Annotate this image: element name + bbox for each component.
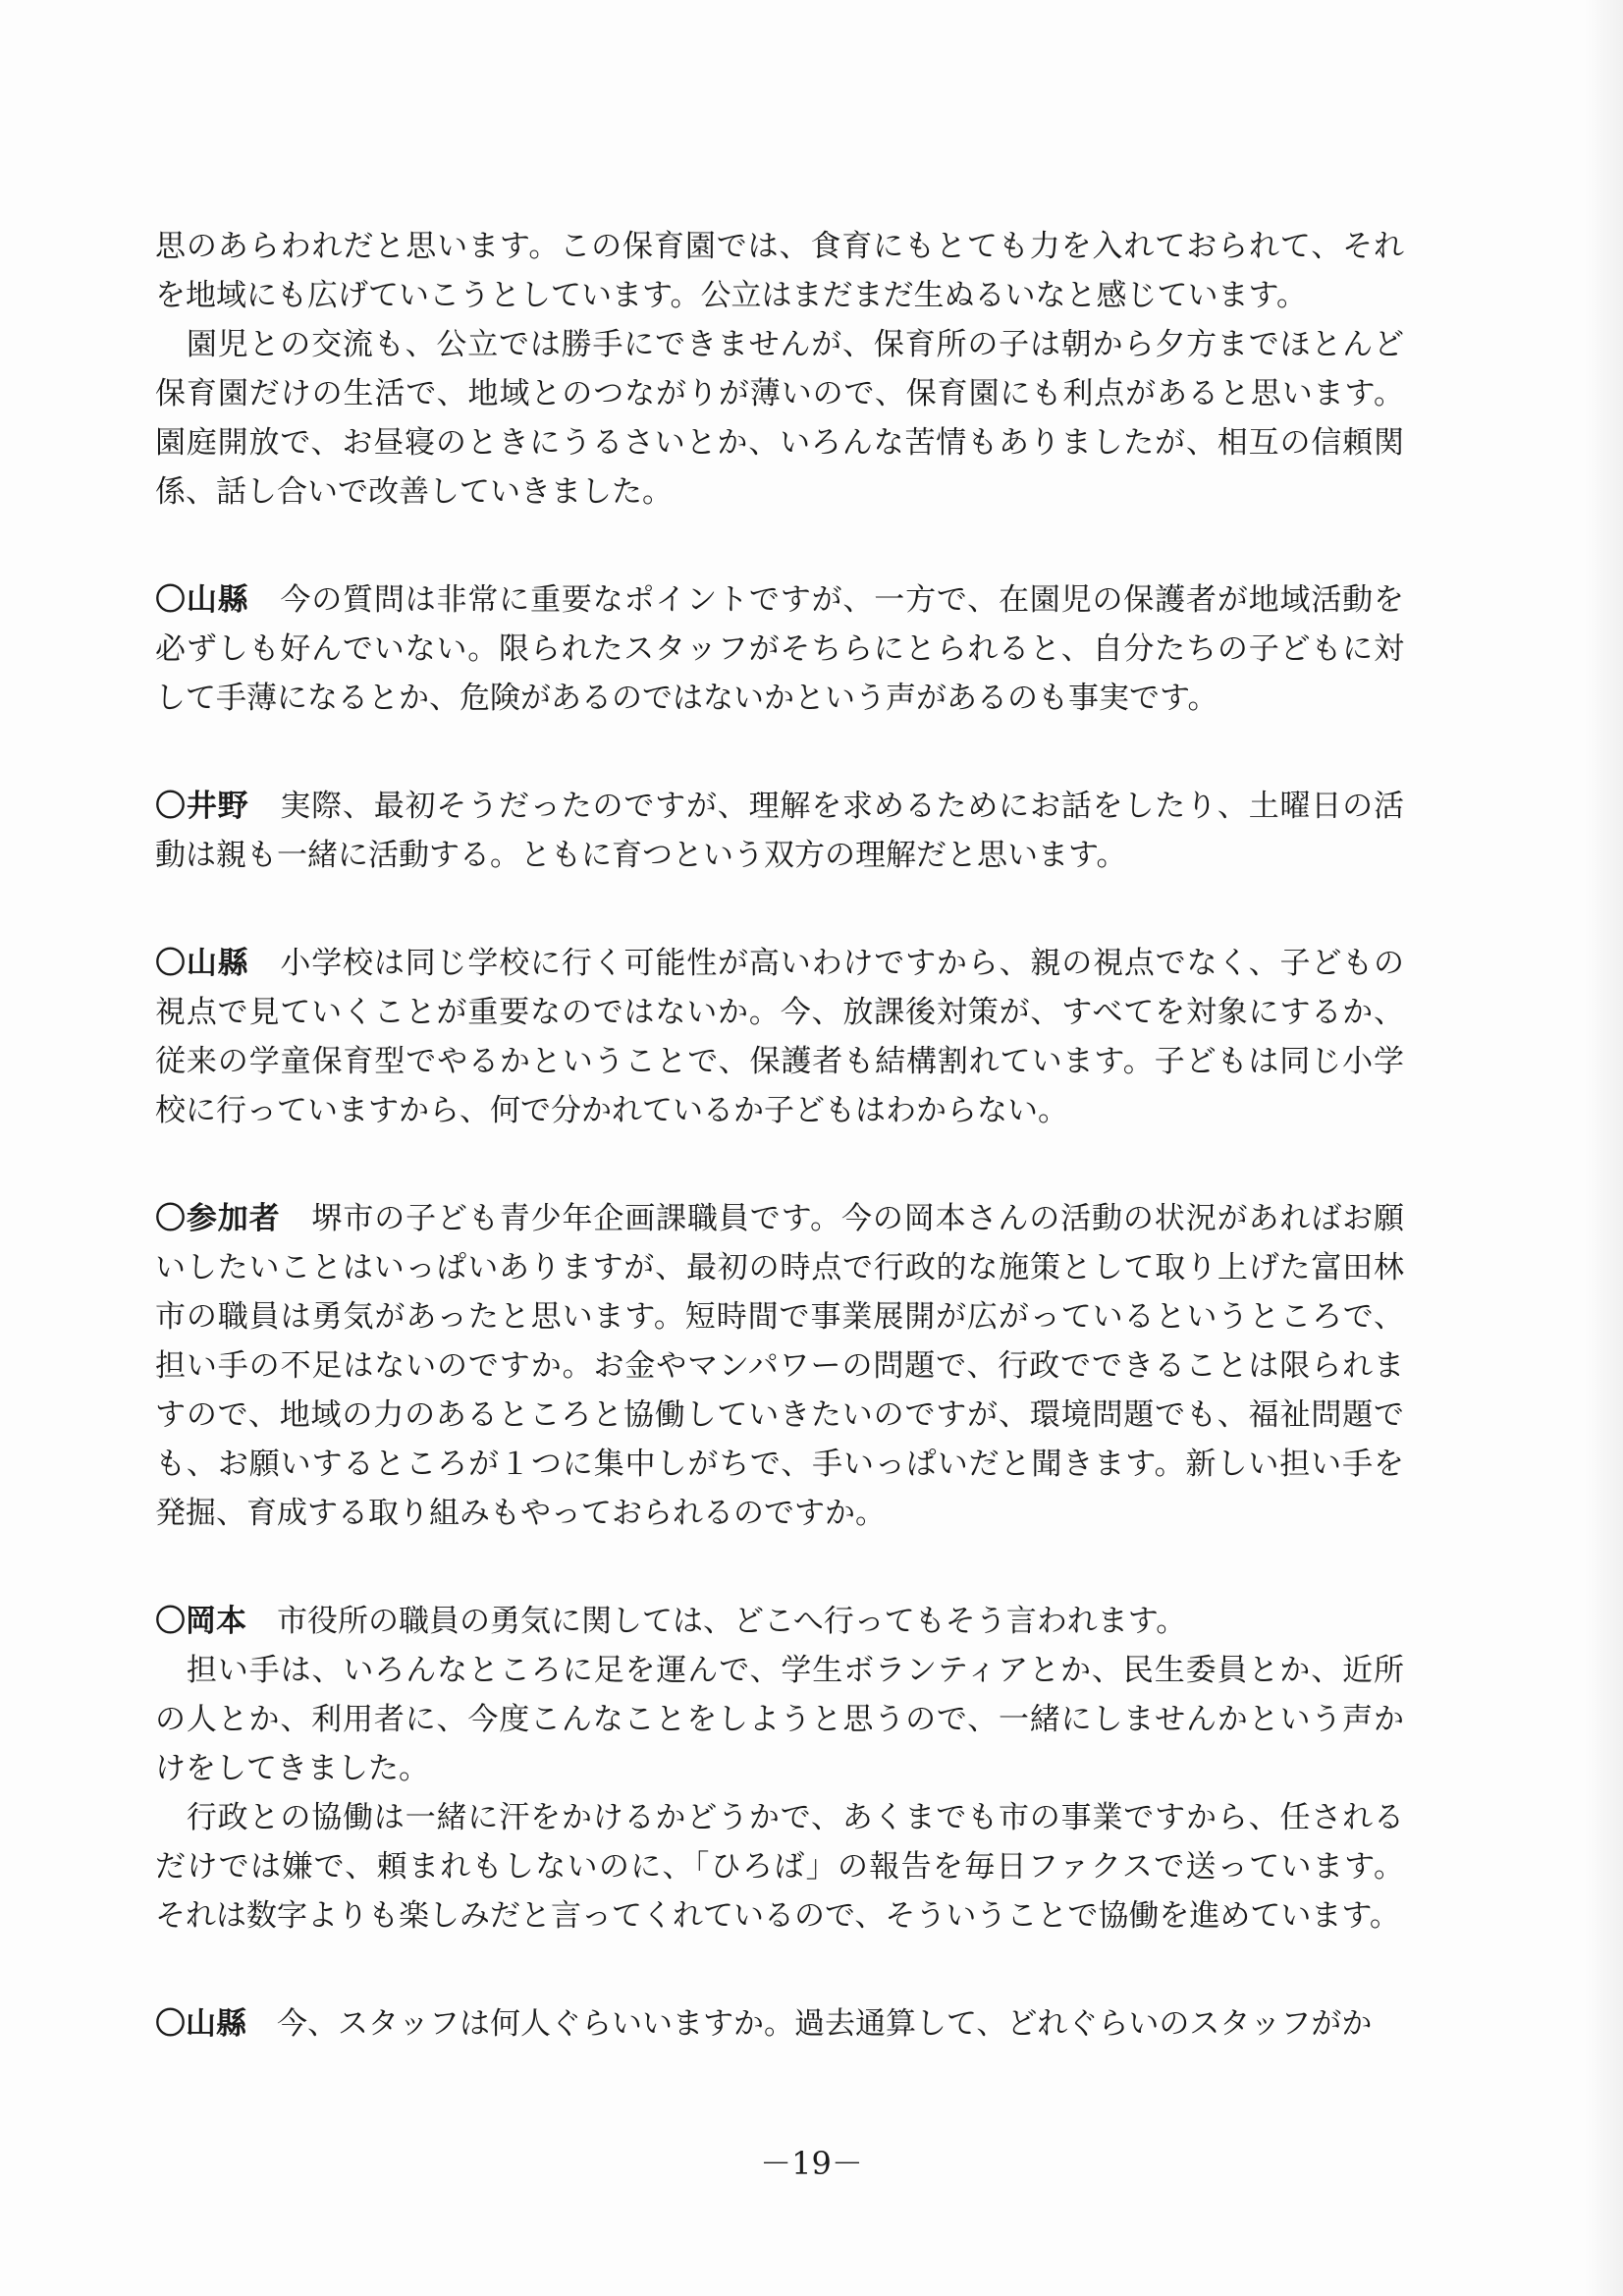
text-line bbox=[155, 831, 1404, 880]
line-text: 園児との交流も、公立では勝手にできませんが、保育所の子は朝から夕方までほとんど bbox=[186, 327, 1405, 362]
line-text: 従来の学童保育型でやるかということで、保護者も結構割れています。子どもは同じ小学 bbox=[155, 1044, 1404, 1079]
page-edge-shadow bbox=[1584, 0, 1623, 2296]
text-line bbox=[155, 1243, 1404, 1292]
page-number: －19－ bbox=[760, 2145, 863, 2182]
text-paragraph bbox=[155, 320, 1404, 517]
text-line bbox=[155, 1391, 1404, 1440]
text-line bbox=[155, 1489, 1404, 1538]
line-text: いしたいことはいっぱいありますが、最初の時点で行政的な施策として取り上げた富田林 bbox=[155, 1250, 1404, 1285]
line-text: 行政との協働は一緒に汗をかけるかどうかで、あくまでも市の事業ですから、任される bbox=[186, 1800, 1404, 1835]
line-text: も、お願いするところが１つに集中しがちで、手いっぱいだと聞きます。新しい担い手を bbox=[155, 1447, 1404, 1482]
text-line bbox=[155, 1086, 1404, 1135]
line-text: すので、地域の力のあるところと協働していきたいのですが、環境問題でも、福祉問題で bbox=[155, 1397, 1404, 1433]
text-line bbox=[155, 1194, 1404, 1243]
text-line bbox=[155, 271, 1404, 320]
speaker-name: 〇山縣 bbox=[155, 582, 249, 618]
speaker-paragraph bbox=[155, 575, 1404, 723]
text-line bbox=[155, 674, 1404, 723]
line-text: 実際、最初そうだったのですが、理解を求めるためにお話をしたり、土曜日の活 bbox=[248, 789, 1405, 824]
line-text: 担い手は、いろんなところに足を運んで、学生ボランティアとか、民生委員とか、近所 bbox=[186, 1653, 1404, 1688]
text-line bbox=[155, 1597, 1404, 1646]
line-text: 小学校は同じ学校に行く可能性が高いわけですから、親の視点でなく、子どもの bbox=[248, 946, 1404, 981]
line-text: の人とか、利用者に、今度こんなことをしようと思うので、一緒にしませんかという声か bbox=[155, 1702, 1404, 1737]
line-text: けをしてきました。 bbox=[155, 1751, 429, 1786]
text-line bbox=[155, 1341, 1404, 1391]
text-line bbox=[155, 1999, 1404, 2049]
line-text: 校に行っていますから、何で分かれているか子どもはわからない。 bbox=[155, 1093, 1068, 1128]
text-line bbox=[155, 939, 1404, 988]
line-text: 市の職員は勇気があったと思います。短時間で事業展開が広がっているというところで、 bbox=[155, 1299, 1404, 1335]
speaker-paragraph bbox=[155, 782, 1404, 880]
speaker-name: 〇山縣 bbox=[155, 2006, 246, 2042]
text-line bbox=[155, 1793, 1404, 1842]
speaker-paragraph bbox=[155, 1194, 1404, 1538]
speaker-name: 〇岡本 bbox=[155, 1604, 246, 1639]
text-line bbox=[155, 1842, 1404, 1891]
line-text: 係、話し合いで改善していきました。 bbox=[155, 474, 673, 510]
speaker-name: 〇井野 bbox=[155, 789, 249, 824]
text-line bbox=[155, 369, 1404, 418]
line-text: だけでは嫌で、頼まれもしないのに、「ひろば」の報告を毎日ファクスで送っています。 bbox=[155, 1849, 1404, 1885]
line-text: 思のあらわれだと思います。この保育園では、食育にもとても力を入れておられて、それ bbox=[155, 229, 1404, 264]
text-line bbox=[155, 782, 1404, 831]
line-text: それは数字よりも楽しみだと言ってくれているので、そういうことで協働を進めています。 bbox=[155, 1898, 1400, 1934]
body-text bbox=[155, 222, 1404, 2049]
text-line bbox=[155, 988, 1404, 1037]
line-text: 担い手の不足はないのですか。お金やマンパワーの問題で、行政でできることは限られま bbox=[155, 1348, 1404, 1384]
text-paragraph bbox=[155, 1793, 1404, 1941]
line-text: 園庭開放で、お昼寝のときにうるさいとか、いろんな苦情もありましたが、相互の信頼関 bbox=[155, 425, 1404, 461]
text-line bbox=[155, 625, 1404, 674]
line-text: 保育園だけの生活で、地域とのつながりが薄いので、保育園にも利点があると思います。 bbox=[155, 376, 1404, 411]
line-text: 今、スタッフは何人ぐらいいますか。過去通算して、どれぐらいのスタッフがか bbox=[246, 2006, 1373, 2042]
text-line bbox=[155, 1744, 1404, 1793]
text-line bbox=[155, 467, 1404, 517]
speaker-name: 〇参加者 bbox=[155, 1201, 281, 1236]
text-line bbox=[155, 418, 1404, 467]
text-line bbox=[155, 1891, 1404, 1941]
text-line bbox=[155, 575, 1404, 625]
line-text: を地域にも広げていこうとしています。公立はまだまだ生ぬるいなと感じています。 bbox=[155, 278, 1308, 313]
speaker-paragraph bbox=[155, 1999, 1404, 2049]
text-paragraph bbox=[155, 1646, 1404, 1793]
line-text: 今の質問は非常に重要なポイントですが、一方で、在園児の保護者が地域活動を bbox=[248, 582, 1404, 618]
line-text: 必ずしも好んでいない。限られたスタッフがそちらにとられると、自分たちの子どもに対 bbox=[155, 631, 1404, 667]
line-text: して手薄になるとか、危険があるのではないかという声があるのも事実です。 bbox=[155, 681, 1218, 716]
text-line bbox=[155, 1695, 1404, 1744]
line-text: 堺市の子ども青少年企画課職員です。今の岡本さんの活動の状況があればお願 bbox=[280, 1201, 1404, 1236]
speaker-paragraph bbox=[155, 1597, 1404, 1646]
line-text: 市役所の職員の勇気に関しては、どこへ行ってもそう言われます。 bbox=[246, 1604, 1187, 1639]
text-line bbox=[155, 1646, 1404, 1695]
text-line bbox=[155, 222, 1404, 271]
text-line bbox=[155, 1440, 1404, 1489]
text-paragraph bbox=[155, 222, 1404, 320]
line-text: 視点で見ていくことが重要なのではないか。今、放課後対策が、すべてを対象にするか、 bbox=[155, 995, 1404, 1030]
line-text: 発掘、育成する取り組みもやっておられるのですか。 bbox=[155, 1496, 886, 1531]
text-line bbox=[155, 320, 1404, 369]
text-line bbox=[155, 1037, 1404, 1086]
speaker-name: 〇山縣 bbox=[155, 946, 249, 981]
line-text: 動は親も一緒に活動する。ともに育つという双方の理解だと思います。 bbox=[155, 838, 1127, 873]
text-line bbox=[155, 1292, 1404, 1341]
speaker-paragraph bbox=[155, 939, 1404, 1135]
